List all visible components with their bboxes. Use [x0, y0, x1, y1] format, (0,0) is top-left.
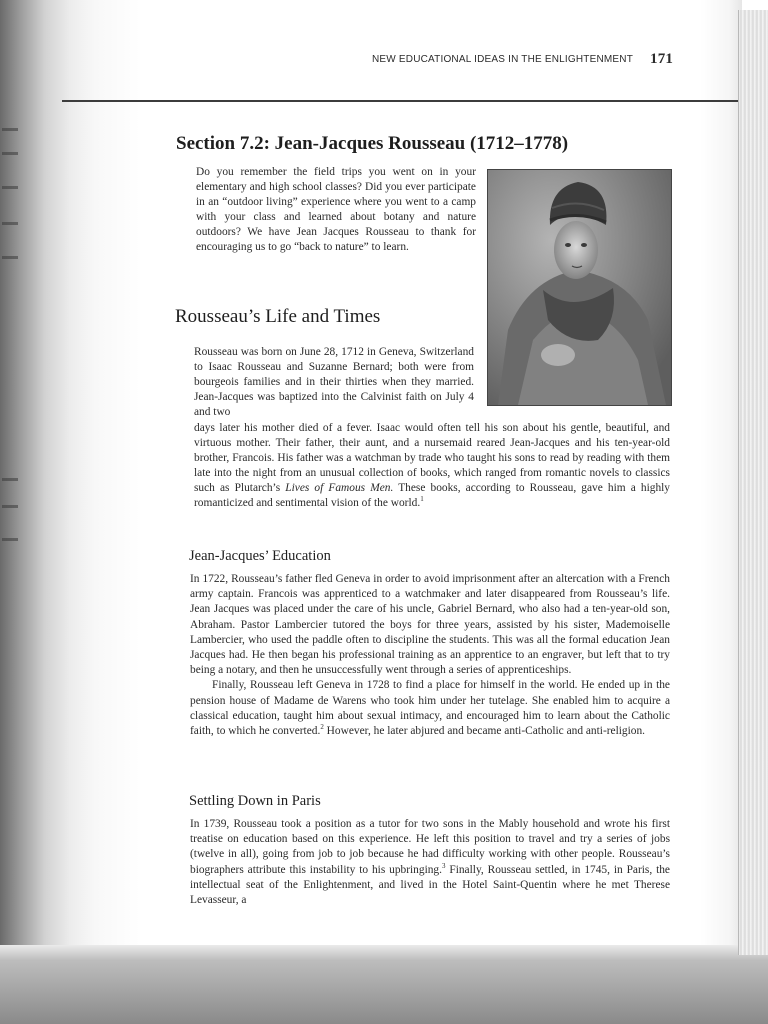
binding-mark	[2, 538, 18, 541]
life-paragraph-start: Rousseau was born on June 28, 1712 in Geneva, Switzerland to Isaac Rousseau and Suzanne Bernard; both were from bourgeois families and in their thirties when they married. Jean-Jacques was baptized into the Calvinist faith on July 4 and two	[194, 346, 474, 419]
education-text-a: Finally, Rousseau left Geneva in 1728 to find a place for himself in the world. He ended up in the pension house of Madame de Warens who took him under her tutelage. She enabled him to acquire a classical education, taught him about sexual intimacy, and encouraged him to learn about the Catholic faith, to which he converted.	[190, 679, 670, 738]
header-rule	[62, 100, 742, 102]
intro-paragraph: Do you remember the field trips you went on in your elementary and high school classes? Did you ever participate in an “outdoor living” experience where you went to a camp with your class and learned about botany and nature outdoors? We have Jean Jacques Rousseau to thank for encouraging us to go “back to nature” to learn.	[196, 166, 476, 254]
binding-mark	[2, 128, 18, 131]
footnote-ref: 1	[420, 495, 424, 504]
binding-mark	[2, 256, 18, 259]
rousseau-portrait	[487, 169, 672, 406]
paris-heading: Settling Down in Paris	[189, 793, 321, 809]
binding-mark	[2, 505, 18, 508]
paris-text	[190, 817, 670, 908]
education-text-b: However, he later abjured and became anti-Catholic and anti-religion.	[323, 725, 646, 738]
running-title: NEW EDUCATIONAL IDEAS IN THE ENLIGHTENMENT	[372, 54, 634, 65]
paris-paragraph	[190, 817, 670, 908]
binding-mark	[2, 186, 18, 189]
education-text	[190, 572, 670, 739]
section-title: Section 7.2: Jean-Jacques Rousseau (1712–1778)	[176, 133, 569, 154]
running-header	[372, 51, 682, 67]
life-paragraph-continued	[194, 421, 670, 512]
page-edges	[738, 10, 768, 955]
education-paragraph-2	[190, 678, 670, 739]
life-heading: Rousseau’s Life and Times	[175, 306, 381, 327]
footnote-ref: 2	[320, 723, 324, 732]
portrait-image	[488, 170, 671, 405]
life-text-b: These books, according to Rousseau, gave him a highly romanticized and sentimental vision of the world.	[194, 482, 670, 510]
life-text-a: days later his mother died of a fever. Isaac would often tell his son about his gentle, beautiful, and virtuous mother. Their father, their aunt, and a nursemaid reared Jean-Jacques and his ten-year-old brother, Francois. His father was a watchman by trade who taught his sons to read by reading with them late into the night from an unusual collection of books, which ranged from romantic novels to classics such as Plutarch’s	[194, 422, 670, 495]
paris-text-a: In 1739, Rousseau took a position as a tutor for two sons in the Mably household and wrote his first treatise on education based on this experience. He left this position to travel and try a series of jobs (twelve in all), going from job to job because he had difficulty working with other people. Rousseau’s biographers attribute this instability to his upbringing.	[190, 818, 670, 876]
book-title: Lives of Famous Men.	[285, 482, 394, 495]
education-heading: Jean-Jacques’ Education	[189, 548, 331, 564]
paris-text-b: Finally, Rousseau settled, in 1745, in Paris, the intellectual seat of the Enlightenment, and lived in the Hotel Saint-Quentin where he met Therese Levasseur, a	[190, 863, 670, 907]
binding-mark	[2, 222, 18, 225]
binding-mark	[2, 152, 18, 155]
footnote-ref: 3	[441, 861, 446, 870]
binding-mark	[2, 478, 18, 481]
page-number: 171	[650, 51, 674, 67]
education-paragraph-1: In 1722, Rousseau’s father fled Geneva in order to avoid imprisonment after an altercation with a French army captain. Francois was apprenticed to a watchmaker and later disappeared from Rousseau’s life. Jean Jacques was placed under the care of his uncle, Gabriel Bernard, who also had a ten-year-old son, Abraham. Pastor Lambercier tutored the boys for three years, assisted by his sister, Mademoiselle Lambercier, who used the paddle often to discipline the students. This was all the formal education Jean Jacques had. He then began his professional training as an apprentice to an engraver, but left that to try being a notary, and then he unsuccessfully went through a series of apprenticeships.	[190, 573, 670, 677]
